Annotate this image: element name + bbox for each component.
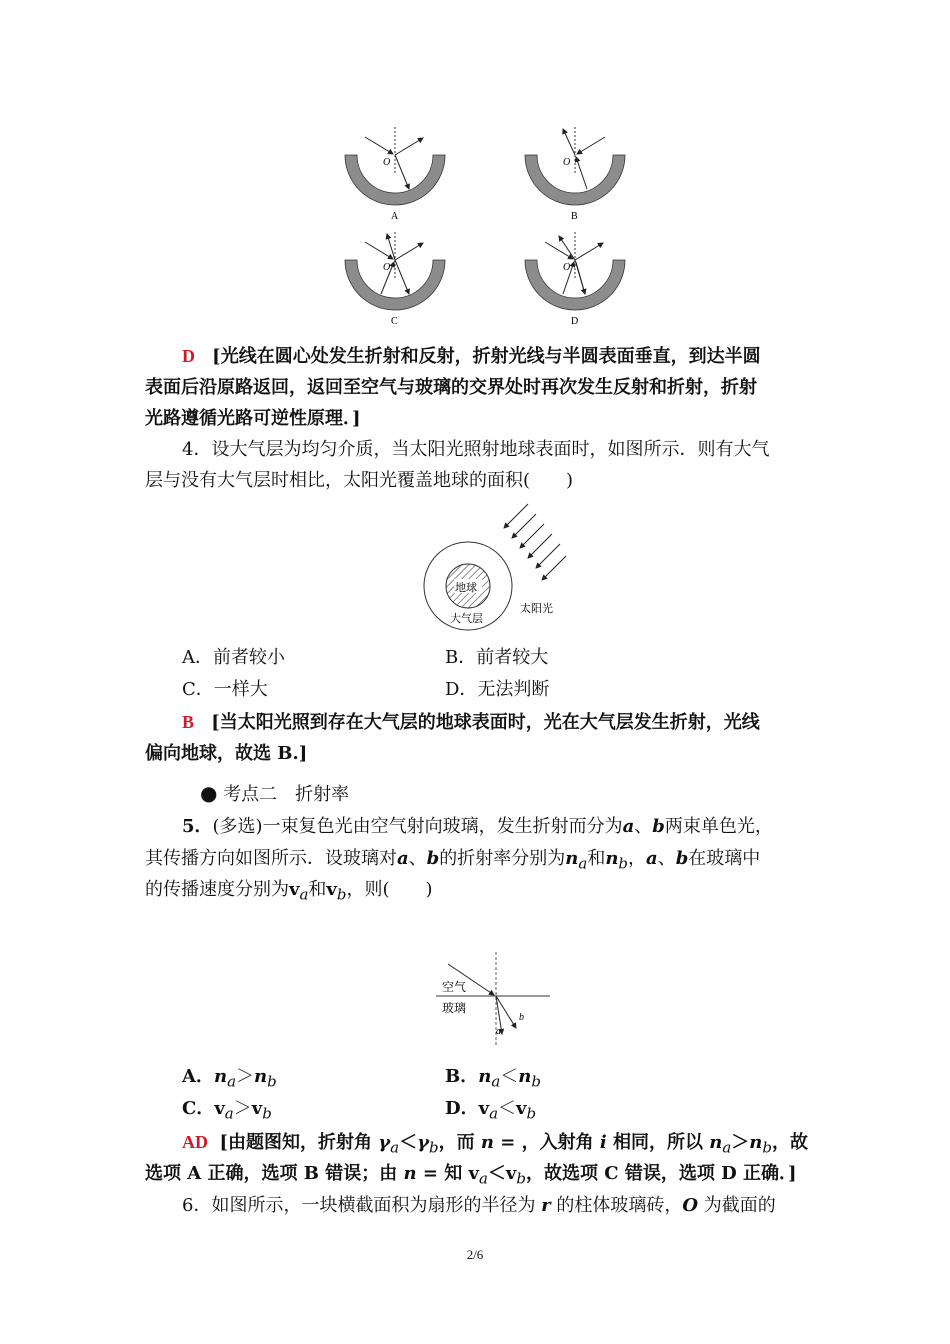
stem-text: 、 [408, 848, 427, 869]
q3-answer-line1 [182, 341, 810, 372]
stem-text: 两束单色光， [664, 816, 773, 837]
air-label: 空气 [442, 980, 467, 994]
var-n: n [213, 1066, 228, 1087]
sub-a: a [224, 1104, 234, 1123]
stem-text: 的柱体玻璃砖， [550, 1195, 683, 1216]
q3-label-o: O [563, 262, 571, 273]
var-b: b [426, 848, 440, 869]
answer-text: = ，入射角 [493, 1132, 600, 1153]
stem-text: 的传播速度分别为 [145, 879, 289, 900]
sub-b: b [531, 1072, 541, 1091]
answer-text: [由题图知，折射角 [219, 1132, 379, 1153]
var-a: a [622, 816, 635, 837]
var-n: n [565, 848, 579, 869]
q5-option-b[interactable] [445, 1062, 541, 1097]
var-a: a [397, 848, 409, 869]
earth-label: 地球 [455, 582, 477, 594]
var-v: v [478, 1098, 490, 1119]
q3-panel-label: D [571, 316, 579, 327]
var-n: n [403, 1163, 417, 1184]
var-n: n [478, 1066, 492, 1087]
stem-text: 在玻璃中 [688, 848, 761, 869]
atmosphere-label: 大气层 [450, 613, 483, 625]
option-label: B． [445, 1066, 479, 1087]
var-i: i [599, 1132, 607, 1153]
q4-option-a[interactable]: A．前者较小 [182, 647, 285, 668]
var-v: v [289, 879, 300, 900]
var-v: v [505, 1163, 517, 1184]
sub-a: a [491, 1072, 501, 1091]
q3-panel-b [525, 127, 625, 222]
q4-figure [420, 500, 570, 635]
stem-text: 、 [634, 816, 653, 837]
var-a: a [646, 848, 658, 869]
relation: ＞ [233, 1098, 252, 1119]
sub-b: b [336, 885, 347, 904]
q5-option-a[interactable] [182, 1062, 277, 1097]
sub-a: a [390, 1138, 400, 1157]
answer-text: [当太阳光照到存在大气层的地球表面时，光在大气层发生折射，光线 [211, 712, 760, 733]
q4-answer-line2: 偏向地球，故选 B.] [145, 743, 308, 764]
sub-b: b [516, 1169, 526, 1188]
var-v: v [326, 879, 337, 900]
q4-option-c[interactable]: C．一样大 [182, 679, 268, 700]
sub-a: a [478, 1169, 488, 1188]
q3-panel-d [525, 232, 625, 327]
relation: ＞ [236, 1066, 255, 1087]
var-n: n [480, 1132, 494, 1153]
option-label: D． [445, 1098, 479, 1119]
answer-text: [光线在圆心处发生折射和反射，折射光线与半圆表面垂直，到达半圆 [212, 346, 761, 367]
relation: ＜ [498, 1098, 517, 1119]
sub-a: a [578, 854, 588, 873]
stem-text: 和 [308, 879, 327, 900]
var-n: n [709, 1132, 723, 1153]
q4-stem-line2: 层与没有大气层时相比，太阳光覆盖地球的面积( ) [145, 470, 574, 491]
relation: ＞ [731, 1132, 750, 1153]
answer-letter: D [182, 346, 195, 366]
var-n: n [605, 848, 619, 869]
answer-text: ，而 [438, 1132, 481, 1153]
sunlight-label: 太阳光 [520, 603, 553, 615]
question-number: 5． [182, 816, 213, 837]
q6-stem-line1 [182, 1190, 847, 1221]
var-v: v [516, 1098, 527, 1119]
sub-a: a [722, 1138, 732, 1157]
sub-b: b [267, 1072, 277, 1091]
option-label: A． [182, 1066, 214, 1087]
var-v: v [214, 1098, 225, 1119]
stem-text: 6．如图所示，一块横截面积为扇形的半径为 [182, 1195, 542, 1216]
sub-b: b [618, 854, 629, 873]
var-v: v [251, 1098, 263, 1119]
relation: ＜ [487, 1163, 506, 1184]
q4-answer-line1 [182, 707, 810, 738]
sub-b: b [262, 1104, 272, 1123]
stem-text: (多选)一束复色光由空气射向玻璃，发生折射而分为 [212, 816, 623, 837]
q3-figure-group [330, 125, 640, 335]
q3-panel-label: B [571, 211, 578, 222]
answer-text: = 知 [416, 1163, 469, 1184]
q5-stem-line1 [182, 811, 847, 842]
var-n: n [749, 1132, 763, 1153]
var-gamma: γ [417, 1132, 429, 1153]
stem-text: 、 [657, 848, 676, 869]
section-heading [200, 778, 865, 810]
var-gamma: γ [378, 1132, 391, 1153]
answer-text: ，故 [772, 1132, 808, 1153]
q4-option-b[interactable]: B．前者较大 [445, 647, 549, 668]
var-v: v [468, 1163, 479, 1184]
q3-panel-c [345, 232, 445, 327]
section-bullet-icon: ● [200, 781, 218, 805]
sub-b: b [428, 1138, 439, 1157]
var-b: b [675, 848, 689, 869]
option-label: C． [182, 1098, 215, 1119]
q5-option-c[interactable] [182, 1094, 272, 1129]
q3-label-o: O [563, 157, 571, 168]
sub-a: a [489, 1104, 499, 1123]
relation: ＜ [500, 1066, 519, 1087]
sub-b: b [526, 1104, 537, 1123]
q5-stem-line3 [145, 874, 810, 911]
ray-b-label: b [519, 1012, 524, 1023]
var-o: O [682, 1195, 699, 1216]
q4-option-d[interactable]: D．无法判断 [445, 679, 550, 700]
q3-answer-line3: 光路遵循光路可逆性原理．] [145, 408, 361, 429]
stem-text: ，则( ) [346, 879, 433, 900]
glass-label: 玻璃 [442, 1001, 467, 1015]
q3-panel-label: A [391, 211, 399, 222]
sunlight-rays [504, 504, 566, 580]
relation: ＜ [399, 1132, 418, 1153]
q4-stem-line1: 4．设大气层为均匀介质，当太阳光照射地球表面时，如图所示．则有大气 [182, 439, 770, 460]
q3-answer-line2: 表面后沿原路返回，返回至空气与玻璃的交界处时再次发生反射和折射，折射 [145, 377, 757, 398]
ray-a-label: a [496, 1026, 501, 1037]
q5-figure [436, 950, 556, 1050]
var-r: r [541, 1195, 551, 1216]
stem-text: ， [628, 848, 647, 869]
stem-text: 其传播方向如图所示．设玻璃对 [145, 848, 397, 869]
answer-letter: B [182, 712, 195, 732]
answer-text: ，故选项 C 错误，选项 D 正确．] [526, 1163, 797, 1184]
answer-text: 选项 A 正确，选项 B 错误；由 [145, 1163, 404, 1184]
var-n: n [518, 1066, 532, 1087]
answer-letter: AD [182, 1132, 208, 1152]
q3-panel-label: C [391, 316, 398, 327]
var-b: b [652, 816, 665, 837]
stem-text: 的折射率分别为 [439, 848, 566, 869]
q3-label-o: O [383, 157, 391, 168]
q3-label-o: O [383, 262, 391, 273]
stem-text: 为截面的 [698, 1195, 776, 1216]
sub-b: b [762, 1138, 772, 1157]
page-number: 2/6 [466, 1247, 484, 1262]
stem-text: 和 [587, 848, 606, 869]
q5-option-d[interactable] [445, 1094, 536, 1129]
sub-a: a [299, 885, 309, 904]
answer-text: 相同，所以 [606, 1132, 710, 1153]
section-title: 考点二 折射率 [223, 784, 350, 805]
sub-a: a [227, 1072, 237, 1091]
q3-panel-a [345, 127, 445, 222]
var-n: n [254, 1066, 268, 1087]
